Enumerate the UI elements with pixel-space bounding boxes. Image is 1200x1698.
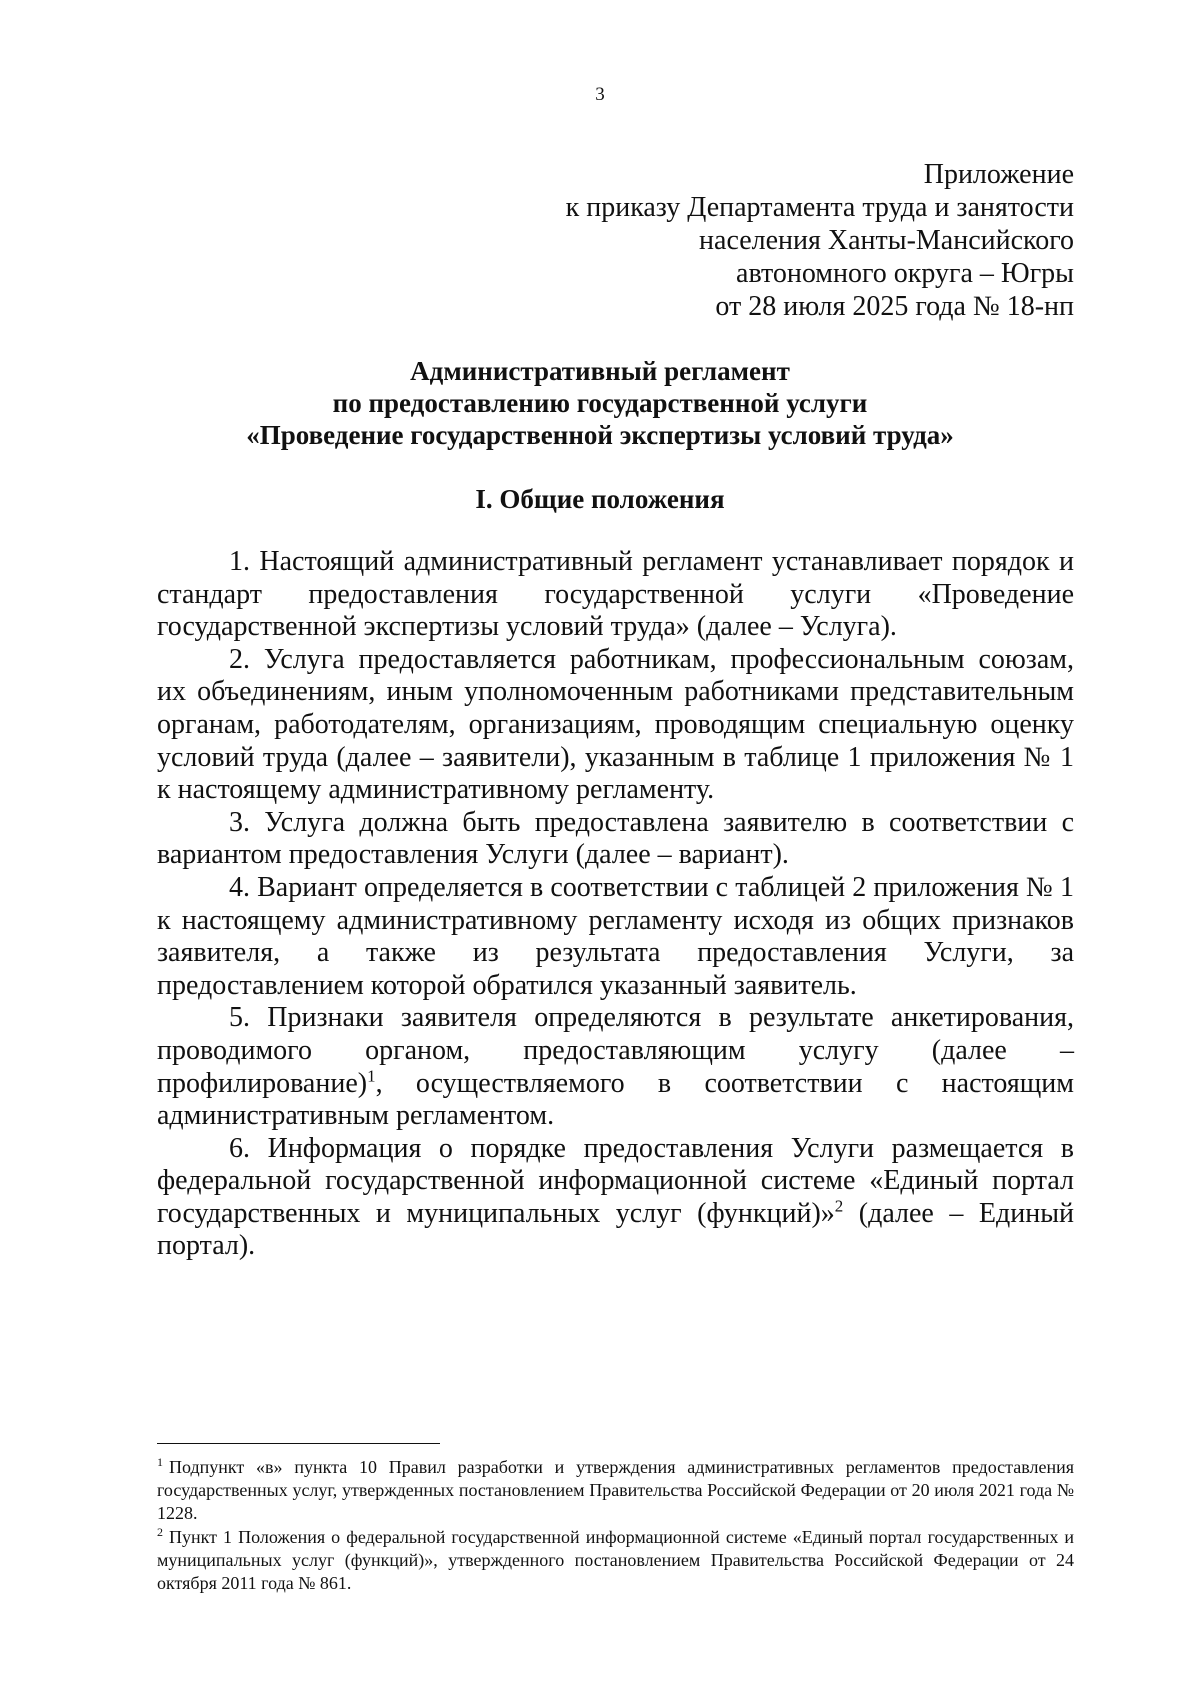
paragraph-6-text: 6. Информация о порядке предоставления Услуги размещается в федеральной государственной информационной системе «Единый портал государственных и муниципальных услуг (функций)» — [157, 1132, 1074, 1229]
paragraph-4: 4. Вариант определяется в соответствии с таблицей 2 приложения № 1 к настоящему административному регламенту исходя из общих признаков заявителя, а также из результата предоставления Услуги, за предоставлением которой обратился указанный заявитель. — [157, 871, 1074, 1001]
page-number: 3 — [595, 84, 605, 105]
footnote-text: Пункт 1 Положения о федеральной государственной информационной системе «Единый портал государственных и муниципальных услуг (функций)», утвержденного постановлением Правительства Российской Федерации от 24 октября 2011 года № 861. — [157, 1527, 1074, 1593]
appendix-line: автономного округа – Югры — [736, 258, 1074, 289]
footnotes — [157, 1456, 1074, 1596]
paragraph-1: 1. Настоящий административный регламент устанавливает порядок и стандарт предоставления государственной услуги «Проведение государственной экспертизы условий труда» (далее – Услуга). — [157, 546, 1074, 643]
section-heading: I. Общие положения — [475, 484, 725, 514]
paragraph-3: 3. Услуга должна быть предоставлена заявителю в соответствии с вариантом предоставления Услуги (далее – вариант). — [157, 806, 1074, 871]
title-line: Административный регламент — [410, 356, 790, 386]
document-title — [0, 355, 1200, 451]
paragraph-6 — [157, 1133, 1074, 1263]
paragraph-2: 2. Услуга предоставляется работникам, профессиональным союзам, их объединениям, иным уполномоченным работниками представительным органам, работодателям, организациям, проводящим специальную оценку условий труда (далее – заявители), указанным в таблице 1 приложения № 1 к настоящему административному регламенту. — [157, 643, 1074, 806]
paragraph-5 — [157, 1002, 1074, 1132]
footnote-ref-2[interactable]: 2 — [834, 1196, 844, 1216]
footnote-ref-1[interactable]: 1 — [367, 1066, 376, 1086]
appendix-block — [514, 158, 1074, 323]
title-line: по предоставлению государственной услуги — [332, 388, 868, 418]
appendix-line: Приложение — [923, 159, 1074, 190]
title-line: «Проведение государственной экспертизы условий труда» — [246, 420, 954, 450]
paragraph-5-text: 5. Признаки заявителя определяются в результате анкетирования, проводимого органом, предоставляющим услугу (далее – профилирование) — [157, 1002, 1074, 1099]
footnote-1 — [157, 1456, 1074, 1525]
paragraph-5-text-cont: , осуществляемого в соответствии с настоящим административным регламентом. — [157, 1067, 1074, 1132]
footnote-divider — [157, 1443, 440, 1444]
footnote-text: Подпункт «в» пункта 10 Правил разработки и утверждения административных регламентов предоставления государственных услуг, утвержденных постановлением Правительства Российской Федерации от 20 июля 2021 года № 1228. — [157, 1457, 1074, 1523]
paragraph-6-text-cont: (далее – Единый портал). — [157, 1197, 1074, 1262]
appendix-line: населения Ханты-Мансийского — [699, 225, 1074, 256]
body-text — [157, 546, 1074, 1263]
appendix-line: к приказу Департамента труда и занятости — [565, 192, 1074, 223]
appendix-line: от 28 июля 2025 года № 18-нп — [715, 291, 1074, 322]
footnote-mark: 2 — [157, 1525, 163, 1539]
footnote-2 — [157, 1526, 1074, 1595]
footnote-mark: 1 — [157, 1455, 163, 1469]
